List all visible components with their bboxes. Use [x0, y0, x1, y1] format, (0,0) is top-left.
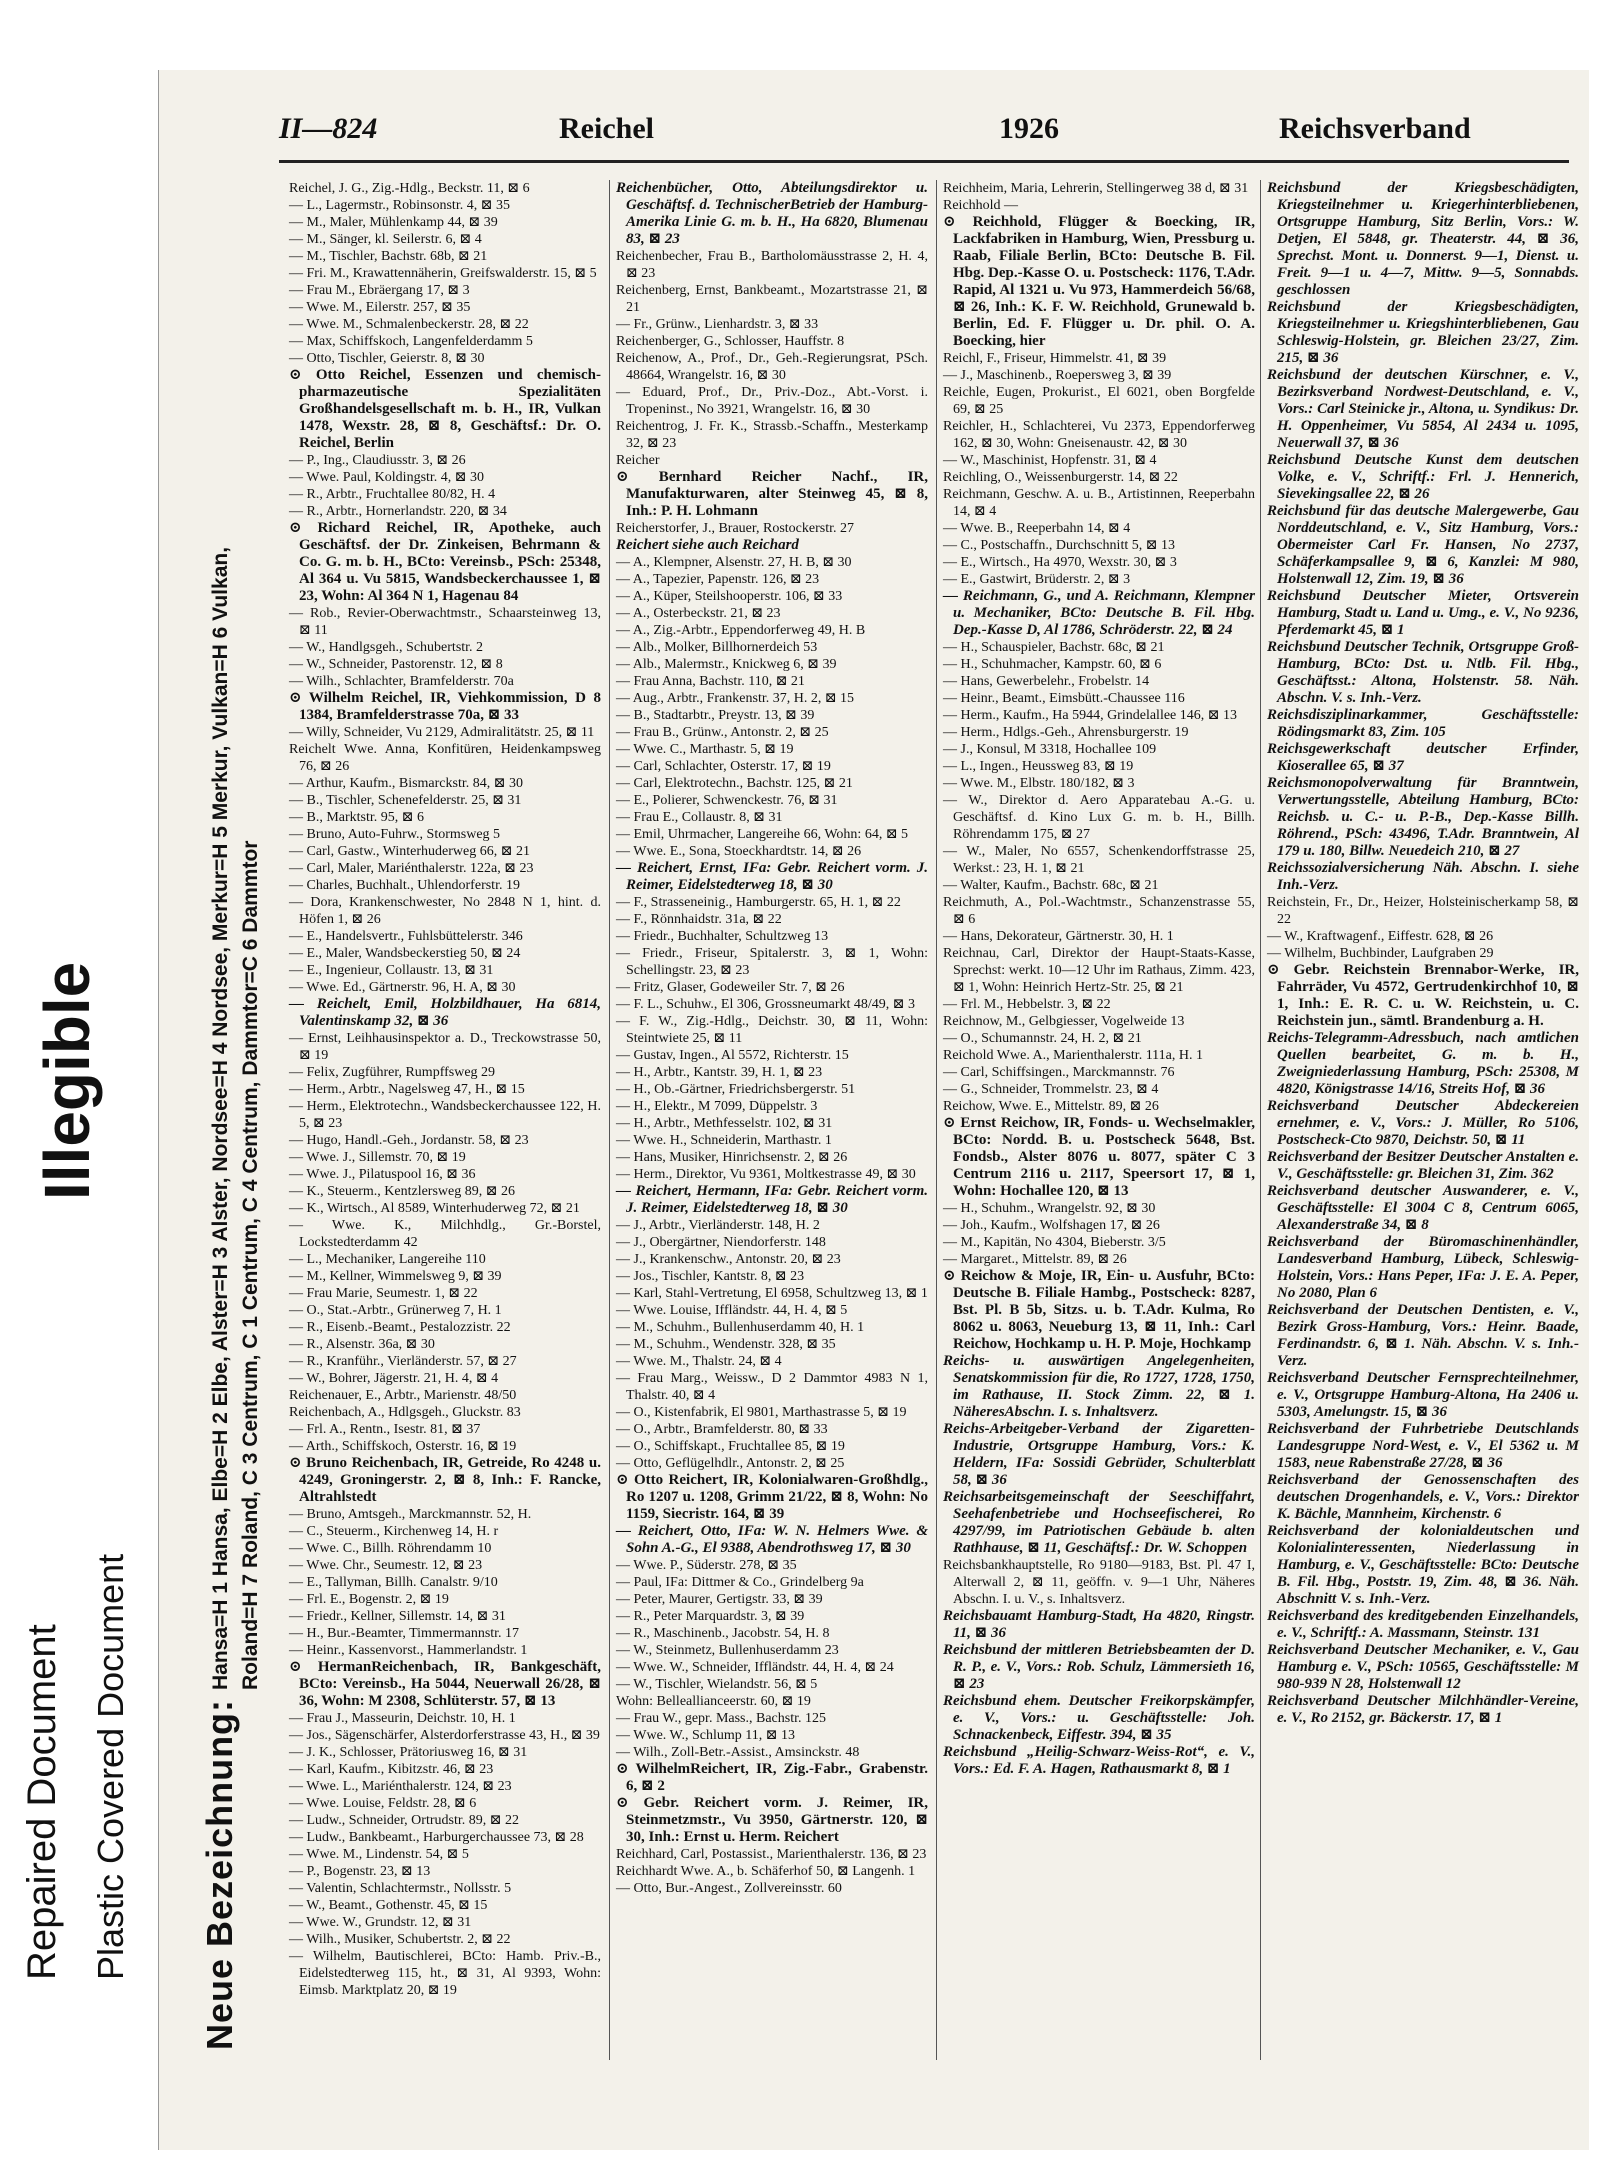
directory-entry: — E., Handelsvertr., Fuhlsbüttelerstr. 346 — [289, 929, 523, 944]
directory-entry: Reichel, J. G., Zig.-Hdlg., Beckstr. 11, ⊠ 6 — [289, 181, 530, 196]
directory-entry: — H., Elektr., M 7099, Düppelstr. 3 — [616, 1099, 818, 1114]
directory-entry: — Karl, Kaufm., Kibitzstr. 46, ⊠ 23 — [289, 1762, 494, 1777]
directory-entry: — G., Schneider, Trommelstr. 23, ⊠ 4 — [943, 1082, 1159, 1097]
directory-entry: Reichsverband der kolonialdeutschen und Kolonialinteressenten, Niederlassung in Hamburg, e. V., Geschäftsstelle: BCto: Deutsche B. Fil. Hbg., Poststr. 19, Zim. 48, ⊠ 36. Näh. Abschnitt V. s. Inh.-Verz. — [1267, 1523, 1579, 1607]
directory-entry: — Friedr., Kellner, Sillemstr. 14, ⊠ 31 — [289, 1609, 506, 1624]
directory-entry: Reichsbund Deutscher Technik, Ortsgruppe Groß-Hamburg, BCto: Dst. u. Ntlb. Fil. Hbg., Geschäftsst.: Altona, Holstenstr. 58. Näh. Abschn. V. s. Inh.-Verz. — [1267, 639, 1579, 706]
directory-entry: Reicherstorfer, J., Brauer, Rostockerstr. 27 — [616, 521, 854, 536]
directory-entry: Reichnau, Carl, Direktor der Haupt-Staats-Kasse, Sprechst: werkt. 10—12 Uhr im Rathaus, Zimm. 423, ⊠ 1, Wohn: Heinrich Hertz-Str. 25, ⊠ 21 — [943, 946, 1255, 995]
directory-entry: Reichsmonopolverwaltung für Branntwein, Verwertungsstelle, Abteilung Hamburg, BCto: Reichsb. u. C.- u. P.-B., Dep.-Kasse Billh. Röhrend., PSch: 43496, T.Adr. Branntwein, Al 179 u. 180, Billw. Neuedeich 210, ⊠ 27 — [1267, 775, 1579, 859]
directory-entry: — Herm., Hdlgs.-Geh., Ahrensburgerstr. 19 — [943, 725, 1189, 740]
header-year: 1926 — [999, 112, 1059, 145]
directory-entry: Reichheim, Maria, Lehrerin, Stellingerweg 38 d, ⊠ 31 — [943, 181, 1249, 196]
directory-entry: — H., Ob.-Gärtner, Friedrichsbergerstr. 51 — [616, 1082, 856, 1097]
directory-entry: Reichling, O., Weissenburgerstr. 14, ⊠ 22 — [943, 470, 1178, 485]
directory-entry: — O., Schiffskapt., Fruchtallee 85, ⊠ 19 — [616, 1439, 845, 1454]
directory-entry: — Fritz, Glaser, Godeweiler Str. 7, ⊠ 26 — [616, 980, 845, 995]
directory-entry: — Bruno, Auto-Fuhrw., Stormsweg 5 — [289, 827, 501, 842]
directory-entry: ⊙ Bruno Reichenbach, IR, Getreide, Ro 4248 u. 4249, Groningerstr. 2, ⊠ 8, Inh.: F. Rancke, Altrahlstedt — [289, 1455, 601, 1505]
directory-entry: — L., Mechaniker, Langereihe 110 — [289, 1252, 486, 1267]
directory-entry: Reichsbankhauptstelle, Ro 9180—9183, Bst. Pl. 47 I, Alterwall 2, ⊠ 11, geöffn. v. 9—1 Uhr, Näheres Abschn. I. u. V., s. Inhaltsverz. — [943, 1558, 1255, 1607]
directory-entry: — W., Direktor d. Aero Apparatebau A.-G. u. Geschäftsf. d. Kino Lux G. m. b. H., Billh. Röhrendamm 175, ⊠ 27 — [943, 793, 1255, 842]
directory-entry: — Frau W., gepr. Mass., Bachstr. 125 — [616, 1711, 826, 1726]
zone-legend — [199, 190, 269, 2050]
directory-entry: — Otto, Geflügelhdlr., Antonstr. 2, ⊠ 25 — [616, 1456, 845, 1471]
directory-entry: — A., Klempner, Alsenstr. 27, H. B, ⊠ 30 — [616, 555, 852, 570]
column-2 — [616, 180, 928, 1897]
directory-entry: — W., Beamt., Gothenstr. 45, ⊠ 15 — [289, 1898, 488, 1913]
directory-entry: Reichhard, Carl, Postassist., Marienthalerstr. 136, ⊠ 23 — [616, 1847, 927, 1862]
directory-entry: Reichsverband der Büromaschinenhändler, Landesverband Hamburg, Lübeck, Schleswig-Holstein, Vors.: Hans Peper, IFa: J. E. A. Peper, No 2080, Plan 6 — [1267, 1234, 1579, 1301]
directory-entry: Reichnow, M., Gelbgiesser, Vogelweide 13 — [943, 1014, 1185, 1029]
scan-label-band — [0, 0, 158, 2177]
directory-entry: — Max, Schiffskoch, Langenfelderdamm 5 — [289, 334, 533, 349]
directory-entry: — Ludw., Bankbeamt., Harburgerchaussee 73, ⊠ 28 — [289, 1830, 584, 1845]
directory-entry: ⊙ Ernst Reichow, IR, Fonds- u. Wechselmakler, BCto: Nordd. B. u. Postscheck 5648, Bst. Fondsb., Alster 8076 u. 8077, später C 3 Centrum 2116 u. 2117, Speersort 17, ⊠ 1, Wohn: Hochallee 120, ⊠ 13 — [943, 1115, 1255, 1199]
directory-entry: — W., Maler, No 6557, Schenkendorffstrasse 25, Werkst.: 23, H. 1, ⊠ 21 — [943, 844, 1255, 876]
plastic-covered-label: Plastic Covered Document — [90, 1553, 131, 1980]
directory-entry: Reichsverband Deutscher Mechaniker, e. V., Gau Hamburg e. V., PSch: 10565, Geschäftsstelle: M 980-939 N 28, Holstenwall 12 — [1267, 1642, 1579, 1692]
directory-entry: ⊙ Gebr. Reichstein Brennabor-Werke, IR, Fahrräder, Vu 4572, Gertrudenkirchhof 10, ⊠ 1, Inh.: E. R. C. u. W. Reichstein, u. C. Reichstein jun., sämtl. Brandenburg a. H. — [1267, 962, 1579, 1029]
directory-entry: — Frau M., Ebräergang 17, ⊠ 3 — [289, 283, 470, 298]
directory-entry: — C., Steuerm., Kirchenweg 14, H. r — [289, 1524, 499, 1539]
directory-entry: — Dora, Krankenschwester, No 2848 N 1, hint. d. Höfen 1, ⊠ 26 — [289, 895, 601, 927]
directory-entry: Reichsverband der Fuhrbetriebe Deutschlands Landesgruppe Nord-West, e. V., El 5362 u. M 1583, neue Rabenstraße 27/28, ⊠ 36 — [1267, 1421, 1579, 1471]
directory-entry: — P., Bogenstr. 23, ⊠ 13 — [289, 1864, 431, 1879]
directory-entry: — Wwe. B., Reeperbahn 14, ⊠ 4 — [943, 521, 1131, 536]
directory-entry: Reichsbund der Kriegsbeschädigten, Kriegsteilnehmer u. Kriegerhinterbliebenen, Ortsgruppe Hamburg, Sitz Berlin, Vors.: W. Detjen, El 5848, gr. Theaterstr. 44, ⊠ 36, Sprechst. Mont. u. Donnerst. 9—1, Dienst. u. Freit. 9—1 u. 4—7, Mittw. 9—5, Sonnabds. geschlossen — [1267, 180, 1579, 298]
directory-entry: — Wilhelm, Buchbinder, Laufgraben 29 — [1267, 946, 1494, 961]
directory-entry: — M., Schuhm., Bullenhuserdamm 40, H. 1 — [616, 1320, 865, 1335]
directory-entry: Reichenauer, E., Arbtr., Marienstr. 48/50 — [289, 1388, 517, 1403]
directory-entry: ⊙ WilhelmReichert, IR, Zig.-Fabr., Grabenstr. 6, ⊠ 2 — [616, 1761, 928, 1794]
page-number: II—824 — [279, 112, 378, 145]
directory-entry: Reichenberger, G., Schlosser, Hauffstr. 8 — [616, 334, 845, 349]
directory-entry: — C., Postschaffn., Durchschnitt 5, ⊠ 13 — [943, 538, 1175, 553]
directory-entry: — Wwe. J., Sillemstr. 70, ⊠ 19 — [289, 1150, 466, 1165]
directory-entry: — W., Tischler, Wielandstr. 56, ⊠ 5 — [616, 1677, 818, 1692]
directory-entry: — Jos., Tischler, Kantstr. 8, ⊠ 23 — [616, 1269, 805, 1284]
directory-entry: — J., Arbtr., Vierländerstr. 148, H. 2 — [616, 1218, 820, 1233]
directory-entry: — Reichelt, Emil, Holzbildhauer, Ha 6814, Valentinskamp 32, ⊠ 36 — [289, 996, 601, 1029]
directory-entry: — Otto, Bur.-Angest., Zollvereinsstr. 60 — [616, 1881, 842, 1896]
directory-entry: — Bruno, Amtsgeh., Marckmannstr. 52, H. — [289, 1507, 532, 1522]
directory-entry: — Frau Anna, Bachstr. 110, ⊠ 21 — [616, 674, 805, 689]
directory-entry: — Wwe. E., Sona, Stoeckhardtstr. 14, ⊠ 26 — [616, 844, 862, 859]
directory-entry: — L., Lagermstr., Robinsonstr. 4, ⊠ 35 — [289, 198, 510, 213]
directory-entry: — Wwe. Ed., Gärtnerstr. 96, H. A, ⊠ 30 — [289, 980, 516, 995]
directory-entry: — Joh., Kaufm., Wolfshagen 17, ⊠ 26 — [943, 1218, 1160, 1233]
header-first-name: Reichel — [559, 112, 654, 145]
column-4 — [1267, 180, 1579, 1727]
directory-entry: — O., Stat.-Arbtr., Grünerweg 7, H. 1 — [289, 1303, 502, 1318]
zone-legend-line-2: Roland=H 7 Roland, C 3 Centrum, C 1 Centrum, C 4 Centrum, Dammtor=C 6 Dammtor — [239, 840, 262, 1690]
directory-entry: Reichmann, Geschw. A. u. B., Artistinnen, Reeperbahn 14, ⊠ 4 — [943, 487, 1255, 519]
directory-entry: — Friedr., Friseur, Spitalerstr. 3, ⊠ 1, Wohn: Schellingstr. 23, ⊠ 23 — [616, 946, 928, 978]
directory-entry: Reichhold — — [943, 198, 1019, 213]
directory-entry: Reichsbund der deutschen Kürschner, e. V., Bezirksverband Nordwest-Deutschland, e. V., Vors.: Carl Steinicke jr., Altona, u. Syndikus: Dr. H. Oppenheimer, Vu 5854, Al 2434 u. 1095, Neuerwall 37, ⊠ 36 — [1267, 367, 1579, 451]
directory-entry: — O., Arbtr., Bramfelderstr. 80, ⊠ 33 — [616, 1422, 828, 1437]
directory-entry: — Gustav, Ingen., Al 5572, Richterstr. 15 — [616, 1048, 849, 1063]
directory-entry: Reichsverband Deutscher Fernsprechteilnehmer, e. V., Ortsgruppe Hamburg-Altona, Ha 2406 u. 5303, Amelungstr. 15, ⊠ 36 — [1267, 1370, 1579, 1420]
directory-entry: — Carl, Schlachter, Osterstr. 17, ⊠ 19 — [616, 759, 831, 774]
directory-entry: — Wwe. H., Schneiderin, Marthastr. 1 — [616, 1133, 832, 1148]
directory-entry: — Alb., Molker, Billhornerdeich 53 — [616, 640, 818, 655]
directory-entry: — J., Obergärtner, Niendorferstr. 148 — [616, 1235, 826, 1250]
directory-entry: — Otto, Tischler, Geierstr. 8, ⊠ 30 — [289, 351, 485, 366]
directory-entry: — H., Schuhm., Wrangelstr. 92, ⊠ 30 — [943, 1201, 1156, 1216]
directory-entry: — Walter, Kaufm., Bachstr. 68c, ⊠ 21 — [943, 878, 1159, 893]
directory-entry: — Frau J., Masseurin, Deichstr. 10, H. 1 — [289, 1711, 516, 1726]
directory-entry: — Carl, Maler, Mariénthalerstr. 122a, ⊠ 23 — [289, 861, 534, 876]
directory-entry: — Wwe. K., Milchhdlg., Gr.-Borstel, Lockstedterdamm 42 — [289, 1218, 601, 1250]
directory-entry: Reichmuth, A., Pol.-Wachtmstr., Schanzenstrasse 55, ⊠ 6 — [943, 895, 1255, 927]
directory-entry: Reichs-Arbeitgeber-Verband der Zigaretten-Industrie, Ortsgruppe Hamburg, Vors.: K. Heldern, IFa: Sossidi Gebrüder, Schulterblatt 58, ⊠ 36 — [943, 1421, 1255, 1488]
directory-entry: — M., Kapitän, No 4304, Bieberstr. 3/5 — [943, 1235, 1166, 1250]
directory-entry: Reichenbücher, Otto, Abteilungsdirektor u. Geschäftsf. d. TechnischerBetrieb der Hamburg-Amerika Linie G. m. b. H., Ha 6820, Blumenau 83, ⊠ 23 — [616, 180, 928, 247]
directory-entry: Reichssozialversicherung Näh. Abschn. I. siehe Inh.-Verz. — [1267, 860, 1579, 893]
directory-entry: — Wwe. Louise, Iffländstr. 44, H. 4, ⊠ 5 — [616, 1303, 848, 1318]
directory-entry: — Wwe. C., Billh. Röhrendamm 10 — [289, 1541, 492, 1556]
directory-entry: — Frau Marie, Seumestr. 1, ⊠ 22 — [289, 1286, 478, 1301]
directory-entry: Reichle, Eugen, Prokurist., El 6021, oben Borgfelde 69, ⊠ 25 — [943, 385, 1255, 417]
directory-entry: — R., Maschinenb., Jacobstr. 54, H. 8 — [616, 1626, 830, 1641]
directory-entry: Reichsdisziplinarkammer, Geschäftsstelle: Rödingsmarkt 83, Zim. 105 — [1267, 707, 1579, 740]
directory-entry: — Arthur, Kaufm., Bismarckstr. 84, ⊠ 30 — [289, 776, 523, 791]
directory-entry: — Alb., Malermstr., Knickweg 6, ⊠ 39 — [616, 657, 837, 672]
directory-entry: Reichsbund „Heilig-Schwarz-Weiss-Rot“, e. V., Vors.: Ed. F. A. Hagen, Rathausmarkt 8, ⊠ 1 — [943, 1744, 1255, 1777]
directory-entry: — E., Polierer, Schwenckestr. 76, ⊠ 31 — [616, 793, 838, 808]
column-3 — [943, 180, 1255, 1778]
directory-entry: — H., Bur.-Beamter, Timmermannstr. 17 — [289, 1626, 520, 1641]
directory-entry: — E., Tallyman, Billh. Canalstr. 9/10 — [289, 1575, 498, 1590]
directory-entry: — Hans, Musiker, Hinrichsenstr. 2, ⊠ 26 — [616, 1150, 848, 1165]
directory-entry: — A., Tapezier, Papenstr. 126, ⊠ 23 — [616, 572, 820, 587]
directory-entry: — W., Bohrer, Jägerstr. 21, H. 4, ⊠ 4 — [289, 1371, 499, 1386]
directory-entry: — M., Schuhm., Wendenstr. 328, ⊠ 35 — [616, 1337, 836, 1352]
directory-entry: — Wwe. L., Mariénthalerstr. 124, ⊠ 23 — [289, 1779, 512, 1794]
directory-entry: — Wwe. J., Pilatuspool 16, ⊠ 36 — [289, 1167, 476, 1182]
directory-entry: — Peter, Maurer, Gertigstr. 33, ⊠ 39 — [616, 1592, 823, 1607]
directory-entry: — A., Zig.-Arbtr., Eppendorferweg 49, H. B — [616, 623, 866, 638]
directory-entry: — Wwe. M., Eilerstr. 257, ⊠ 35 — [289, 300, 471, 315]
repaired-document-label: Repaired Document — [20, 1624, 64, 1980]
directory-entry: — Wwe. Paul, Koldingstr. 4, ⊠ 30 — [289, 470, 485, 485]
directory-entry: Reichsbund Deutscher Mieter, Ortsverein Hamburg, Stadt u. Land u. Umg., e. V., No 9236, Pferdemarkt 45, ⊠ 1 — [1267, 588, 1579, 638]
directory-entry: Reichs-Telegramm-Adressbuch, nach amtlichen Quellen bearbeitet, G. m. b. H., Zweigniederlassung Hamburg, PSch: 25308, M 4820, Königstrasse 14/16, Streits Hof, ⊠ 36 — [1267, 1030, 1579, 1097]
directory-entry: Reichsbund für das deutsche Malergewerbe, Gau Norddeutschland, e. V., Sitz Hamburg, Vors.: Obermeister Carl Fr. Hansen, No 2737, Schäferkampsallee 9, ⊠ 6, Kanzlei: M 980, Holstenwall 12, Zim. 19, ⊠ 36 — [1267, 503, 1579, 587]
directory-entry: — Wilh., Zoll-Betr.-Assist., Amsinckstr. 48 — [616, 1745, 860, 1760]
directory-entry: — Carl, Gastw., Winterhuderweg 66, ⊠ 21 — [289, 844, 530, 859]
directory-entry: — B., Marktstr. 95, ⊠ 6 — [289, 810, 425, 825]
directory-entry: Reichenbach, A., Hdlgsgeh., Gluckstr. 83 — [289, 1405, 521, 1420]
directory-entry: — Valentin, Schlachtermstr., Nollsstr. 5 — [289, 1881, 512, 1896]
directory-entry: — Wilh., Musiker, Schubertstr. 2, ⊠ 22 — [289, 1932, 511, 1947]
directory-entry: — H., Arbtr., Methfesselstr. 102, ⊠ 31 — [616, 1116, 833, 1131]
directory-entry: — Emil, Uhrmacher, Langereihe 66, Wohn: 64, ⊠ 5 — [616, 827, 909, 842]
directory-entry: — Wilhelm, Bautischlerei, BCto: Hamb. Priv.-B., Eidelstedterweg 115, ht., ⊠ 31, Al 9393, Wohn: Eimsb. Marktplatz 20, ⊠ 19 — [289, 1949, 601, 1998]
directory-entry: Reichsarbeitsgemeinschaft der Seeschiffahrt, Seehafenbetriebe und Hochseefischerei, Ro 4297/99, im Patriotischen Gebäude b. alten Rathhause, ⊠ 11, Geschäftsf.: Dr. W. Schoppen — [943, 1489, 1255, 1556]
directory-entry: — Fr., Grünw., Lienhardstr. 3, ⊠ 33 — [616, 317, 819, 332]
directory-entry: — Wwe. W., Schneider, Iffländstr. 44, H. 4, ⊠ 24 — [616, 1660, 894, 1675]
directory-entry: — F. W., Zig.-Hdlg., Deichstr. 30, ⊠ 11, Wohn: Steintwiete 25, ⊠ 11 — [616, 1014, 928, 1046]
directory-entry: — Carl, Schiffsingen., Marckmannstr. 76 — [943, 1065, 1175, 1080]
directory-entry: — Wwe. W., Grundstr. 12, ⊠ 31 — [289, 1915, 472, 1930]
page-header — [279, 112, 1579, 162]
directory-entry: ⊙ Bernhard Reicher Nachf., IR, Manufakturwaren, alter Steinweg 45, ⊠ 8, Inh.: P. H. Lohmann — [616, 469, 928, 519]
directory-entry: Reichsbauamt Hamburg-Stadt, Ha 4820, Ringstr. 11, ⊠ 36 — [943, 1608, 1255, 1641]
directory-entry: — P., Ing., Claudiusstr. 3, ⊠ 26 — [289, 453, 466, 468]
directory-entry: Reicher — [616, 453, 660, 468]
directory-entry: — W., Handlgsgeh., Schubertstr. 2 — [289, 640, 484, 655]
directory-entry: Wohn: Belleallianceerstr. 60, ⊠ 19 — [616, 1694, 811, 1709]
directory-entry: — Karl, Stahl-Vertretung, El 6958, Schultzweg 13, ⊠ 1 — [616, 1286, 928, 1301]
directory-entry: ⊙ Gebr. Reichert vorm. J. Reimer, IR, Steinmetzmstr., Vu 3950, Gärtnerstr. 120, ⊠ 30, Inh.: Ernst u. Herm. Reichert — [616, 1795, 928, 1845]
directory-entry: Reichsbund der mittleren Betriebsbeamten der D. R. P., e. V., Vors.: Rob. Schulz, Lämmersieth 16, ⊠ 23 — [943, 1642, 1255, 1692]
directory-entry: Reichstein, Fr., Dr., Heizer, Holsteinischerkamp 58, ⊠ 22 — [1267, 895, 1579, 927]
directory-entry: Reichold Wwe. A., Marienthalerstr. 111a, H. 1 — [943, 1048, 1203, 1063]
directory-entry: — R., Arbtr., Hornerlandstr. 220, ⊠ 34 — [289, 504, 507, 519]
directory-entry: — A., Küper, Steilshooperstr. 106, ⊠ 33 — [616, 589, 843, 604]
header-rule — [279, 160, 1569, 163]
directory-entry: — H., Schuhmacher, Kampstr. 60, ⊠ 6 — [943, 657, 1162, 672]
directory-entry: — O., Schumannstr. 24, H. 2, ⊠ 21 — [943, 1031, 1142, 1046]
directory-entry: Reichsverband Deutscher Milchhändler-Vereine, e. V., Ro 2152, gr. Bäckerstr. 17, ⊠ 1 — [1267, 1693, 1579, 1726]
directory-entry: — Ludw., Schneider, Ortrudstr. 89, ⊠ 22 — [289, 1813, 519, 1828]
column-1 — [289, 180, 601, 1999]
directory-entry: — Willy, Schneider, Vu 2129, Admiralitätstr. 25, ⊠ 11 — [289, 725, 595, 740]
directory-entry: — Frau E., Collaustr. 8, ⊠ 31 — [616, 810, 783, 825]
directory-entry: — Paul, IFa: Dittmer & Co., Grindelberg 9a — [616, 1575, 864, 1590]
directory-entry: — A., Osterbeckstr. 21, ⊠ 23 — [616, 606, 781, 621]
directory-entry: — R., Peter Marquardstr. 3, ⊠ 39 — [616, 1609, 805, 1624]
directory-entry: — M., Kellner, Wimmelsweg 9, ⊠ 39 — [289, 1269, 502, 1284]
directory-entry: — L., Ingen., Heussweg 83, ⊠ 19 — [943, 759, 1134, 774]
directory-entry: — E., Wirtsch., Ha 4970, Wexstr. 30, ⊠ 3 — [943, 555, 1177, 570]
directory-entry: — Friedr., Buchhalter, Schultzweg 13 — [616, 929, 829, 944]
directory-entry: — Reichmann, G., und A. Reichmann, Klempner u. Mechaniker, BCto: Deutsche B. Fil. Hbg. Dep.-Kasse D, Al 1786, Schröderstr. 22, ⊠ 24 — [943, 588, 1255, 638]
directory-entry: — F., Strasseneinig., Hamburgerstr. 65, H. 1, ⊠ 22 — [616, 895, 901, 910]
directory-entry: — Aug., Arbtr., Frankenstr. 37, H. 2, ⊠ 15 — [616, 691, 855, 706]
directory-entry: — Rob., Revier-Oberwachtmstr., Schaarsteinweg 13, ⊠ 11 — [289, 606, 601, 638]
directory-entry: — W., Maschinist, Hopfenstr. 31, ⊠ 4 — [943, 453, 1157, 468]
directory-entry: ⊙ Otto Reichert, IR, Kolonialwaren-Großhdlg., Ro 1207 u. 1208, Grimm 21/22, ⊠ 8, Wohn: No 1159, Siecristr. 164, ⊠ 39 — [616, 1472, 928, 1522]
directory-entry: — M., Tischler, Bachstr. 68b, ⊠ 21 — [289, 249, 488, 264]
directory-entry: ⊙ Wilhelm Reichel, IR, Viehkommission, D 8 1384, Bramfelderstrasse 70a, ⊠ 33 — [289, 690, 601, 723]
column-divider — [609, 180, 610, 2060]
directory-entry: — R., Kranführ., Vierländerstr. 57, ⊠ 27 — [289, 1354, 517, 1369]
directory-entry: — Arth., Schiffskoch, Osterstr. 16, ⊠ 19 — [289, 1439, 517, 1454]
directory-entry: — Charles, Buchhalt., Uhlendorferstr. 19 — [289, 878, 520, 893]
directory-entry: — Eduard, Prof., Dr., Priv.-Doz., Abt.-Vorst. i. Tropeninst., No 3921, Wrangelstr. 16, ⊠ 30 — [616, 385, 928, 417]
directory-entry: — J., Konsul, M 3318, Hochallee 109 — [943, 742, 1157, 757]
zone-legend-line-1: Hansa=H 1 Hansa, Elbe=H 2 Elbe, Alster=H 3 Alster, Nordsee=H 4 Nordsee, Merkur=H 5 Merkur, Vulkan=H 6 Vulkan, — [209, 546, 232, 1690]
directory-entry: Reichsverband deutscher Auswanderer, e. V., Geschäftsstelle: El 3004 C 8, Centrum 6065, Alexanderstraße 34, ⊠ 8 — [1267, 1183, 1579, 1233]
directory-entry: — R., Alsenstr. 36a, ⊠ 30 — [289, 1337, 435, 1352]
directory-entry: — Wwe. M., Elbstr. 180/182, ⊠ 3 — [943, 776, 1135, 791]
directory-entry: — K., Steuerm., Kentzlersweg 89, ⊠ 26 — [289, 1184, 515, 1199]
directory-entry: — Frl. M., Hebbelstr. 3, ⊠ 22 — [943, 997, 1111, 1012]
directory-entry: Reichsverband der Besitzer Deutscher Anstalten e. V., Geschäftsstelle: gr. Bleichen 31, Zim. 362 — [1267, 1149, 1579, 1182]
illegible-label: Illegible — [31, 961, 103, 1200]
directory-entry: — Hans, Gewerbelehr., Frobelstr. 14 — [943, 674, 1150, 689]
directory-entry: — Frau B., Grünw., Antonstr. 2, ⊠ 25 — [616, 725, 829, 740]
directory-entry: Reichsverband Deutscher Abdeckereien ernehmer, e. V., Vors.: J. Müller, Ro 5106, Postscheck-Cto 9870, Deichstr. 50, ⊠ 11 — [1267, 1098, 1579, 1148]
directory-entry: ⊙ Richard Reichel, IR, Apotheke, auch Geschäftsf. der Dr. Zinkeisen, Behrmann & Co. G. m. b. H., BCto: Vereinsb., PSch: 25348, Al 364 u. Vu 5815, Wandsbeckerchaussee 1, ⊠ 23, Wohn: Al 364 N 1, Hagenau 84 — [289, 520, 601, 604]
directory-entry: — J., Maschinenb., Roepersweg 3, ⊠ 39 — [943, 368, 1172, 383]
directory-entry: — M., Sänger, kl. Seilerstr. 6, ⊠ 4 — [289, 232, 482, 247]
directory-entry: ⊙ Otto Reichel, Essenzen und chemisch-pharmazeutische Spezialitäten Großhandelsgesellschaft m. b. H., IR, Vulkan 1478, Wexstr. 28, ⊠ 8, Geschäftsf.: Dr. O. Reichel, Berlin — [289, 367, 601, 451]
directory-entry: Reichsgewerkschaft deutscher Erfinder, Kioserallee 65, ⊠ 37 — [1267, 741, 1579, 774]
directory-entry: Reichhardt Wwe. A., b. Schäferhof 50, ⊠ Langenh. 1 — [616, 1864, 916, 1879]
directory-entry: — Herm., Direktor, Vu 9361, Moltkestrasse 49, ⊠ 30 — [616, 1167, 916, 1182]
directory-entry: — Herm., Arbtr., Nagelsweg 47, H., ⊠ 15 — [289, 1082, 525, 1097]
directory-entry: — Frl. E., Bogenstr. 2, ⊠ 19 — [289, 1592, 449, 1607]
column-divider — [936, 180, 937, 2060]
directory-page — [158, 70, 1589, 2150]
directory-entry: — Wwe. W., Schlump 11, ⊠ 13 — [616, 1728, 795, 1743]
directory-entry: — Frl. A., Rentn., Isestr. 81, ⊠ 37 — [289, 1422, 481, 1437]
directory-entry: — Jos., Sägenschärfer, Alsterdorferstrasse 43, H., ⊠ 39 — [289, 1728, 600, 1743]
directory-entry: — O., Kistenfabrik, El 9801, Marthastrasse 5, ⊠ 19 — [616, 1405, 907, 1420]
directory-entry: Reichsverband der Genossenschaften des deutschen Drogenhandels, e. V., Vors.: Direktor K. Bächle, Mannheim, Kirchenstr. 6 — [1267, 1472, 1579, 1522]
directory-entry: — Hugo, Handl.-Geh., Jordanstr. 58, ⊠ 23 — [289, 1133, 529, 1148]
directory-entry: Reichsverband des kreditgebenden Einzelhandels, e. V., Schriftf.: A. Massmann, Steinstr. 131 — [1267, 1608, 1579, 1641]
directory-entry: — R., Eisenb.-Beamt., Pestalozzistr. 22 — [289, 1320, 511, 1335]
directory-entry: — Felix, Zugführer, Rumpffsweg 29 — [289, 1065, 496, 1080]
directory-entry: — J. K., Schlosser, Prätoriusweg 16, ⊠ 31 — [289, 1745, 528, 1760]
directory-entry: — Wwe. Chr., Seumestr. 12, ⊠ 23 — [289, 1558, 483, 1573]
directory-entry: — Frau Marg., Weissw., D 2 Dammtor 4983 N 1, Thalstr. 40, ⊠ 4 — [616, 1371, 928, 1403]
directory-entry: — E., Gastwirt, Brüderstr. 2, ⊠ 3 — [943, 572, 1131, 587]
directory-entry: ⊙ Reichow & Moje, IR, Ein- u. Ausfuhr, BCto: Deutsche B. Filiale Hambg., Postscheck: 8287, Bst. Pl. B 5b, Sitzs. u. b. T.Adr. Kulma, Ro 8062 u. 8063, Neueburg 13, ⊠ 11, Inh.: Carl Reichow, Hochkamp u. H. P. Moje, Hochkamp — [943, 1268, 1255, 1352]
directory-entry: Reichs- u. auswärtigen Angelegenheiten, Senatskommission für die, Ro 1727, 1728, 1750, im Rathause, II. Stock Zimm. 22, ⊠ 1. NäheresAbschn. I. s. Inhaltsverz. — [943, 1353, 1255, 1420]
directory-entry: Reichsbund der Kriegsbeschädigten, Kriegsteilnehmer u. Kriegshinterbliebenen, Gau Schleswig-Holstein, gr. Bleichen 23/27, Zim. 215, ⊠ 36 — [1267, 299, 1579, 366]
directory-entry: — Margaret., Mittelstr. 89, ⊠ 26 — [943, 1252, 1127, 1267]
directory-entry: — Wwe. P., Süderstr. 278, ⊠ 35 — [616, 1558, 797, 1573]
directory-entry: — Wwe. M., Lindenstr. 54, ⊠ 5 — [289, 1847, 469, 1862]
directory-entry: Reichelt Wwe. Anna, Konfitüren, Heidenkampsweg 76, ⊠ 26 — [289, 742, 601, 774]
column-divider — [1260, 180, 1261, 2060]
directory-entry: — F. L., Schuhw., El 306, Grossneumarkt 48/49, ⊠ 3 — [616, 997, 916, 1012]
directory-entry: — Hans, Dekorateur, Gärtnerstr. 30, H. 1 — [943, 929, 1174, 944]
directory-entry: — E., Ingenieur, Collaustr. 13, ⊠ 31 — [289, 963, 494, 978]
directory-entry: — F., Rönnhaidstr. 31a, ⊠ 22 — [616, 912, 782, 927]
directory-entry: — Ernst, Leihhausinspektor a. D., Treckowstrasse 50, ⊠ 19 — [289, 1031, 601, 1063]
directory-entry: — B., Stadtarbtr., Preystr. 13, ⊠ 39 — [616, 708, 815, 723]
directory-entry: — Herm., Kaufm., Ha 5944, Grindelallee 146, ⊠ 13 — [943, 708, 1237, 723]
directory-entry: — E., Maler, Wandsbeckerstieg 50, ⊠ 24 — [289, 946, 521, 961]
directory-entry: Reichentrog, J. Fr. K., Strassb.-Schaffn., Mesterkamp 32, ⊠ 23 — [616, 419, 928, 451]
directory-entry: — Wilh., Schlachter, Bramfelderstr. 70a — [289, 674, 514, 689]
directory-entry: — Reichert, Otto, IFa: W. N. Helmers Wwe. & Sohn A.-G., El 9388, Abendrothsweg 17, ⊠ 30 — [616, 1523, 928, 1556]
directory-entry: — J., Krankenschw., Antonstr. 20, ⊠ 23 — [616, 1252, 841, 1267]
directory-entry: — M., Maler, Mühlenkamp 44, ⊠ 39 — [289, 215, 498, 230]
directory-entry: Reichenberg, Ernst, Bankbeamt., Mozartstrasse 21, ⊠ 21 — [616, 283, 928, 315]
neue-bezeichnung-label: Neue Bezeichnung: — [199, 1698, 240, 2050]
directory-entry: — W., Steinmetz, Bullenhuserdamm 23 — [616, 1643, 839, 1658]
directory-entry: — Herm., Elektrotechn., Wandsbeckerchaussee 122, H. 5, ⊠ 23 — [289, 1099, 601, 1131]
directory-entry: — H., Schauspieler, Bachstr. 68c, ⊠ 21 — [943, 640, 1165, 655]
directory-entry: — Heinr., Kassenvorst., Hammerlandstr. 1 — [289, 1643, 528, 1658]
directory-entry: Reichsbund ehem. Deutscher Freikorpskämpfer, e. V., Vors.: u. Geschäftsstelle: Joh. Schnackenbeck, Eiffestr. 394, ⊠ 35 — [943, 1693, 1255, 1743]
directory-entry: Reichler, H., Schlachterei, Vu 2373, Eppendorferweg 162, ⊠ 30, Wohn: Gneisenaustr. 42, ⊠ 30 — [943, 419, 1255, 451]
directory-entry: ⊙ HermanReichenbach, IR, Bankgeschäft, BCto: Vereinsb., Ha 5044, Neuerwall 26/28, ⊠ 36, Wohn: M 2308, Schlüterstr. 57, ⊠ 13 — [289, 1659, 601, 1709]
directory-entry: Reichenbecher, Frau B., Bartholomäusstrasse 2, H. 4, ⊠ 23 — [616, 249, 928, 281]
directory-entry: — R., Arbtr., Fruchtallee 80/82, H. 4 — [289, 487, 496, 502]
directory-entry: — Reichert, Ernst, IFa: Gebr. Reichert vorm. J. Reimer, Eidelstedterweg 18, ⊠ 30 — [616, 860, 928, 893]
directory-entry: — Carl, Elektrotechn., Bachstr. 125, ⊠ 21 — [616, 776, 853, 791]
directory-entry: Reichsbund Deutsche Kunst dem deutschen Volke, e. V., Schriftf.: Frl. J. Hennerich, Sievekingsallee 22, ⊠ 26 — [1267, 452, 1579, 502]
directory-entry: — B., Tischler, Schenefelderstr. 25, ⊠ 31 — [289, 793, 522, 808]
directory-entry: — Wwe. M., Schmalenbeckerstr. 28, ⊠ 22 — [289, 317, 529, 332]
directory-entry: Reichenow, A., Prof., Dr., Geh.-Regierungsrat, PSch. 48664, Wrangelstr. 16, ⊠ 30 — [616, 351, 928, 383]
header-last-name: Reichsverband — [1279, 112, 1471, 145]
directory-entry: — W., Schneider, Pastorenstr. 12, ⊠ 8 — [289, 657, 503, 672]
directory-entry: — Wwe. Louise, Feldstr. 28, ⊠ 6 — [289, 1796, 477, 1811]
directory-entry: Reichsverband der Deutschen Dentisten, e. V., Bezirk Gross-Hamburg, Vors.: Heinr. Baade, Ferdinandstr. 6, ⊠ 1. Näh. Abschn. V. s. Inh.-Verz. — [1267, 1302, 1579, 1369]
directory-entry: — Wwe. C., Marthastr. 5, ⊠ 19 — [616, 742, 794, 757]
directory-entry: Reichert siehe auch Reichard — [616, 537, 799, 553]
directory-entry: — Reichert, Hermann, IFa: Gebr. Reichert vorm. J. Reimer, Eidelstedterweg 18, ⊠ 30 — [616, 1183, 928, 1216]
directory-entry: — Fri. M., Krawattennäherin, Greifswalderstr. 15, ⊠ 5 — [289, 266, 597, 281]
directory-entry: — Wwe. M., Thalstr. 24, ⊠ 4 — [616, 1354, 782, 1369]
directory-entry: Reichl, F., Friseur, Himmelstr. 41, ⊠ 39 — [943, 351, 1167, 366]
directory-entry: — W., Kraftwagenf., Eiffestr. 628, ⊠ 26 — [1267, 929, 1494, 944]
directory-entry: Reichow, Wwe. E., Mittelstr. 89, ⊠ 26 — [943, 1099, 1159, 1114]
directory-entry: ⊙ Reichhold, Flügger & Boecking, IR, Lackfabriken in Hamburg, Wien, Pressburg u. Raab, Filiale Berlin, BCto: Deutsche B. Fil. Hbg. Dep.-Kasse O. u. Postscheck: 1176, T.Adr. Rapid, Al 1321 u. Vu 973, Hammerdeich 56/68, ⊠ 26, Inh.: K. F. W. Reichhold, Grunewald b. Berlin, Ed. F. Flügger u. Dr. phil. O. A. Boecking, hier — [943, 214, 1255, 349]
directory-entry: — H., Arbtr., Kantstr. 39, H. 1, ⊠ 23 — [616, 1065, 823, 1080]
directory-entry: — Heinr., Beamt., Eimsbütt.-Chaussee 116 — [943, 691, 1185, 706]
directory-entry: — K., Wirtsch., Al 8589, Winterhuderweg 72, ⊠ 21 — [289, 1201, 580, 1216]
